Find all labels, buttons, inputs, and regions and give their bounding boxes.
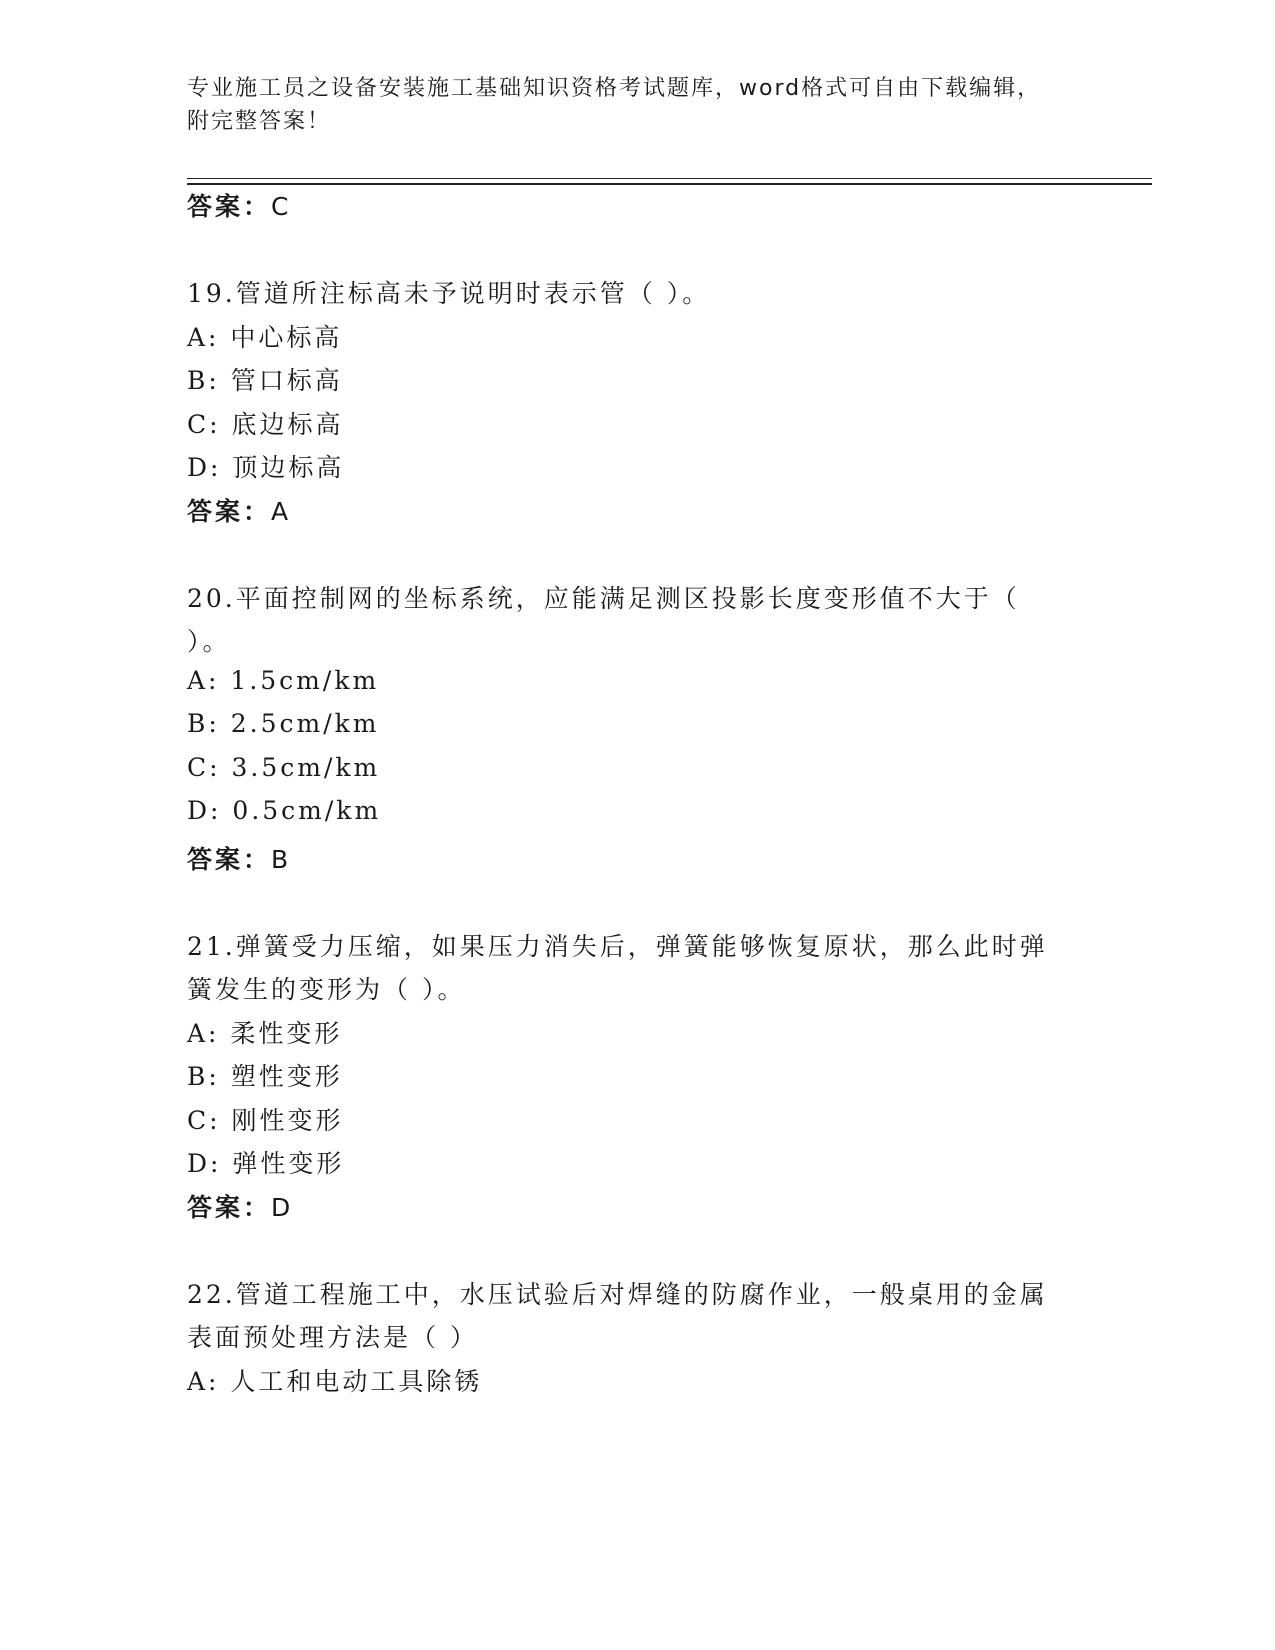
answer-line bbox=[187, 187, 291, 223]
question-stem: 19.管道所注标高未予说明时表示管（ ）。 bbox=[187, 279, 711, 308]
option-a: A: 中心标高 bbox=[187, 323, 343, 352]
option-b: B: 2.5cm/km bbox=[187, 709, 380, 738]
answer-line bbox=[187, 840, 291, 876]
header-divider-thin bbox=[187, 178, 1152, 179]
answer-value: C bbox=[271, 192, 292, 221]
question-stem-continued: 表面预处理方法是（ ） bbox=[187, 1323, 478, 1352]
option-b: B: 管口标高 bbox=[187, 366, 343, 395]
option-d: D: 顶边标高 bbox=[187, 453, 345, 482]
option-c: C: 刚性变形 bbox=[187, 1106, 344, 1135]
answer-line bbox=[187, 492, 291, 528]
header-line-1: 专业施工员之设备安装施工基础知识资格考试题库，word格式可自由下载编辑， bbox=[187, 76, 1042, 101]
option-a: A: 柔性变形 bbox=[187, 1019, 343, 1048]
question-stem: 21.弹簧受力压缩，如果压力消失后，弹簧能够恢复原状，那么此时弹 bbox=[187, 932, 1048, 961]
option-d: D: 弹性变形 bbox=[187, 1149, 345, 1178]
answer-value: B bbox=[271, 845, 292, 874]
option-a: A: 1.5cm/km bbox=[187, 666, 380, 695]
header-divider-thick bbox=[187, 183, 1152, 185]
answer-label: 答案： bbox=[187, 845, 272, 874]
option-c: C: 3.5cm/km bbox=[187, 753, 381, 782]
question-stem-continued: ）。 bbox=[187, 627, 231, 656]
option-b: B: 塑性变形 bbox=[187, 1062, 343, 1091]
document-header bbox=[187, 72, 1067, 138]
option-c: C: 底边标高 bbox=[187, 410, 344, 439]
option-a: A: 人工和电动工具除锈 bbox=[187, 1367, 483, 1396]
option-d: D: 0.5cm/km bbox=[187, 796, 382, 825]
answer-label: 答案： bbox=[187, 1193, 272, 1222]
header-line-2: 附完整答案！ bbox=[187, 109, 332, 134]
answer-label: 答案： bbox=[187, 497, 272, 526]
answer-line bbox=[187, 1188, 293, 1224]
answer-value: D bbox=[271, 1193, 294, 1222]
question-stem: 20.平面控制网的坐标系统，应能满足测区投影长度变形值不大于（ bbox=[187, 584, 1020, 613]
answer-label: 答案： bbox=[187, 192, 272, 221]
question-stem: 22.管道工程施工中，水压试验后对焊缝的防腐作业，一般桌用的金属 bbox=[187, 1280, 1048, 1309]
question-stem-continued: 簧发生的变形为（ ）。 bbox=[187, 975, 466, 1004]
answer-value: A bbox=[271, 497, 292, 526]
